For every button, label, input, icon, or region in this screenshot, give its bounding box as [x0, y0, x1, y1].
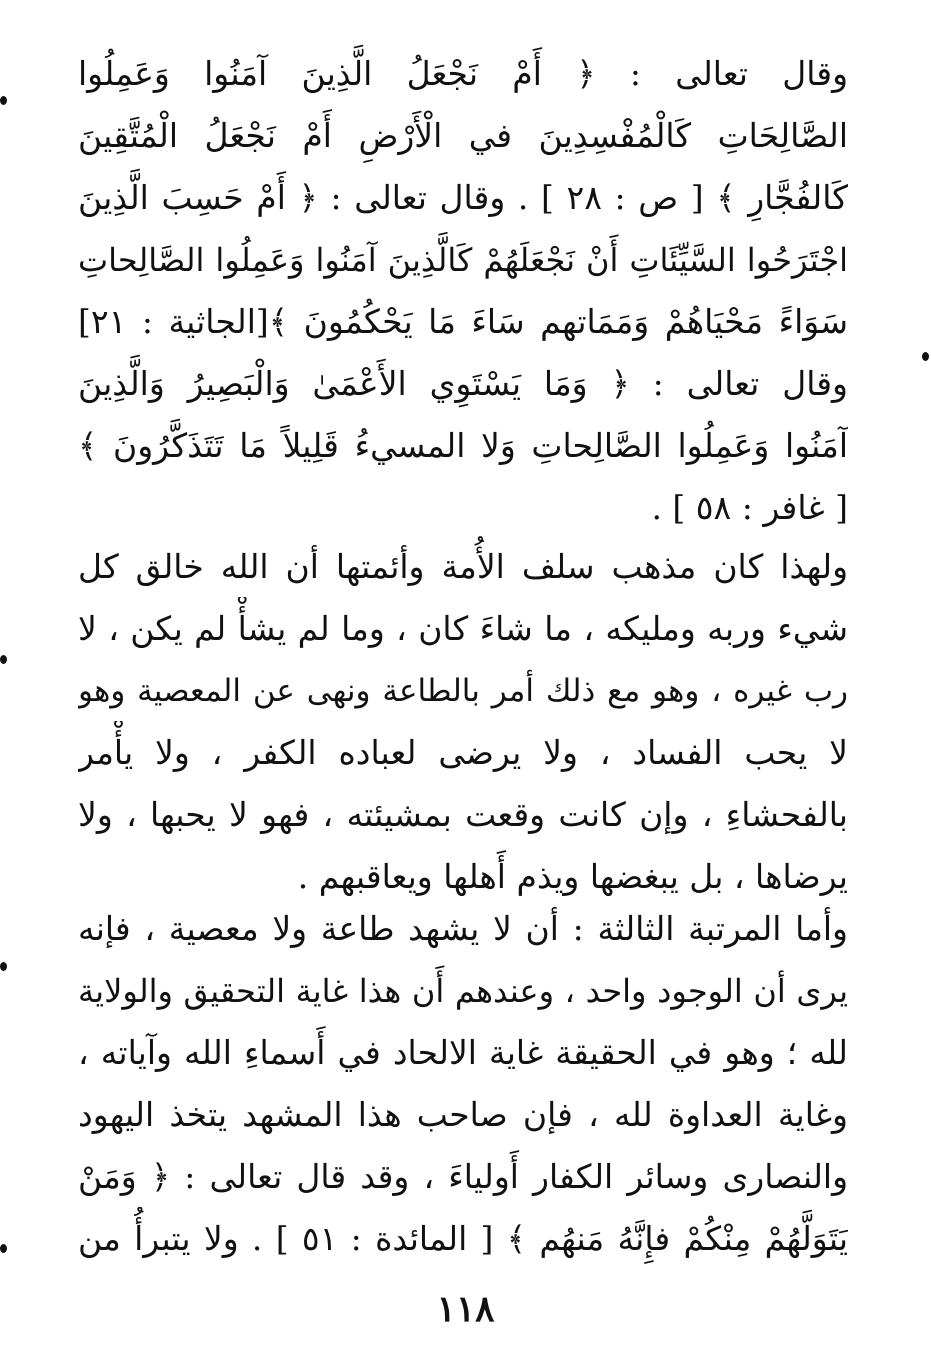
margin-mark: [0, 962, 7, 971]
text-line: والنصارى وسائر الكفار أَولياءَ ، وقد قال تعالى : ﴿ وَمَنْ: [78, 1157, 848, 1196]
text-line: يرى أن الوجود واحد ، وعندهم أَن هذا غاية التحقيق والولاية: [78, 972, 848, 1010]
text-line: الصَّالِحَاتِ كَالْمُفْسِدِينَ في الْأَرْضِ أَمْ نَجْعَلُ الْمُتَّقِينَ: [78, 116, 848, 155]
text-line: بالفحشاءِ ، وإن كانت وقعت بمشيئته ، فهو لا يحبها ، ولا: [78, 795, 848, 834]
text-line: آمَنُوا وَعَمِلُوا الصَّالِحاتِ وَلا المسيءُ قَلِيلاً مَا تَتَذَكَّرُونَ ﴾: [78, 426, 848, 465]
margin-mark: [0, 96, 7, 105]
text-line: كَالفُجَّارِ ﴾ [ ص : ٢٨ ] . وقال تعالى : ﴿ أَمْ حَسِبَ الَّذِينَ: [78, 178, 848, 217]
text-line: وغاية العداوة لله ، فإن صاحب هذا المشهد يتخذ اليهود: [78, 1095, 848, 1134]
margin-mark: [0, 655, 7, 664]
text-line: اجْتَرَحُوا السَّيِّئَاتِ أَنْ نَجْعَلَهُمْ كَالَّذِينَ آمَنُوا وَعَمِلُوا الصَّالِحاتِ: [78, 241, 848, 279]
text-line: لا يحب الفساد ، ولا يرضى لعباده الكفر ، ولا يأْمر: [78, 733, 848, 772]
text-line: ولهذا كان مذهب سلف الأُمة وأئمتها أن الله خالق كل: [78, 547, 848, 586]
text-line: يَتَوَلَّهُمْ مِنْكُمْ فإِنَّهُ مَنهُم ﴾ [ المائدة : ٥١ ] . ولا يتبرأُ من: [78, 1219, 848, 1258]
text-line: رب غيره ، وهو مع ذلك أمر بالطاعة ونهى عن المعصية وهو: [78, 673, 848, 709]
page-number: ١١٨: [436, 1288, 495, 1330]
margin-mark: [0, 1244, 7, 1253]
text-line: وأما المرتبة الثالثة : أن لا يشهد طاعة ولا معصية ، فإنه: [78, 909, 848, 948]
text-line: [ غافر : ٥٨ ] .: [651, 488, 848, 527]
text-line: سَوَاءً مَحْيَاهُمْ وَمَمَاتهم سَاءَ مَا يَحْكُمُونَ ﴾[الجاثية : ٢١]: [78, 302, 848, 341]
text-line: وقال تعالى : ﴿ أَمْ نَجْعَلُ الَّذِينَ آمَنُوا وَعَمِلُوا: [78, 54, 848, 93]
text-line: وقال تعالى : ﴿ وَمَا يَسْتَوِي الأَعْمَىٰ وَالْبَصِيرُ وَالَّذِينَ: [78, 364, 848, 403]
text-line: يرضاها ، بل يبغضها ويذم أَهلها ويعاقبهم .: [297, 857, 848, 896]
margin-mark: [922, 352, 929, 361]
text-line: شيء وربه ومليكه ، ما شاءَ كان ، وما لم يشأْ لم يكن ، لا: [78, 609, 848, 648]
text-line: لله ؛ وهو في الحقيقة غاية الالحاد في أَسماءِ الله وآياته ،: [78, 1033, 848, 1072]
